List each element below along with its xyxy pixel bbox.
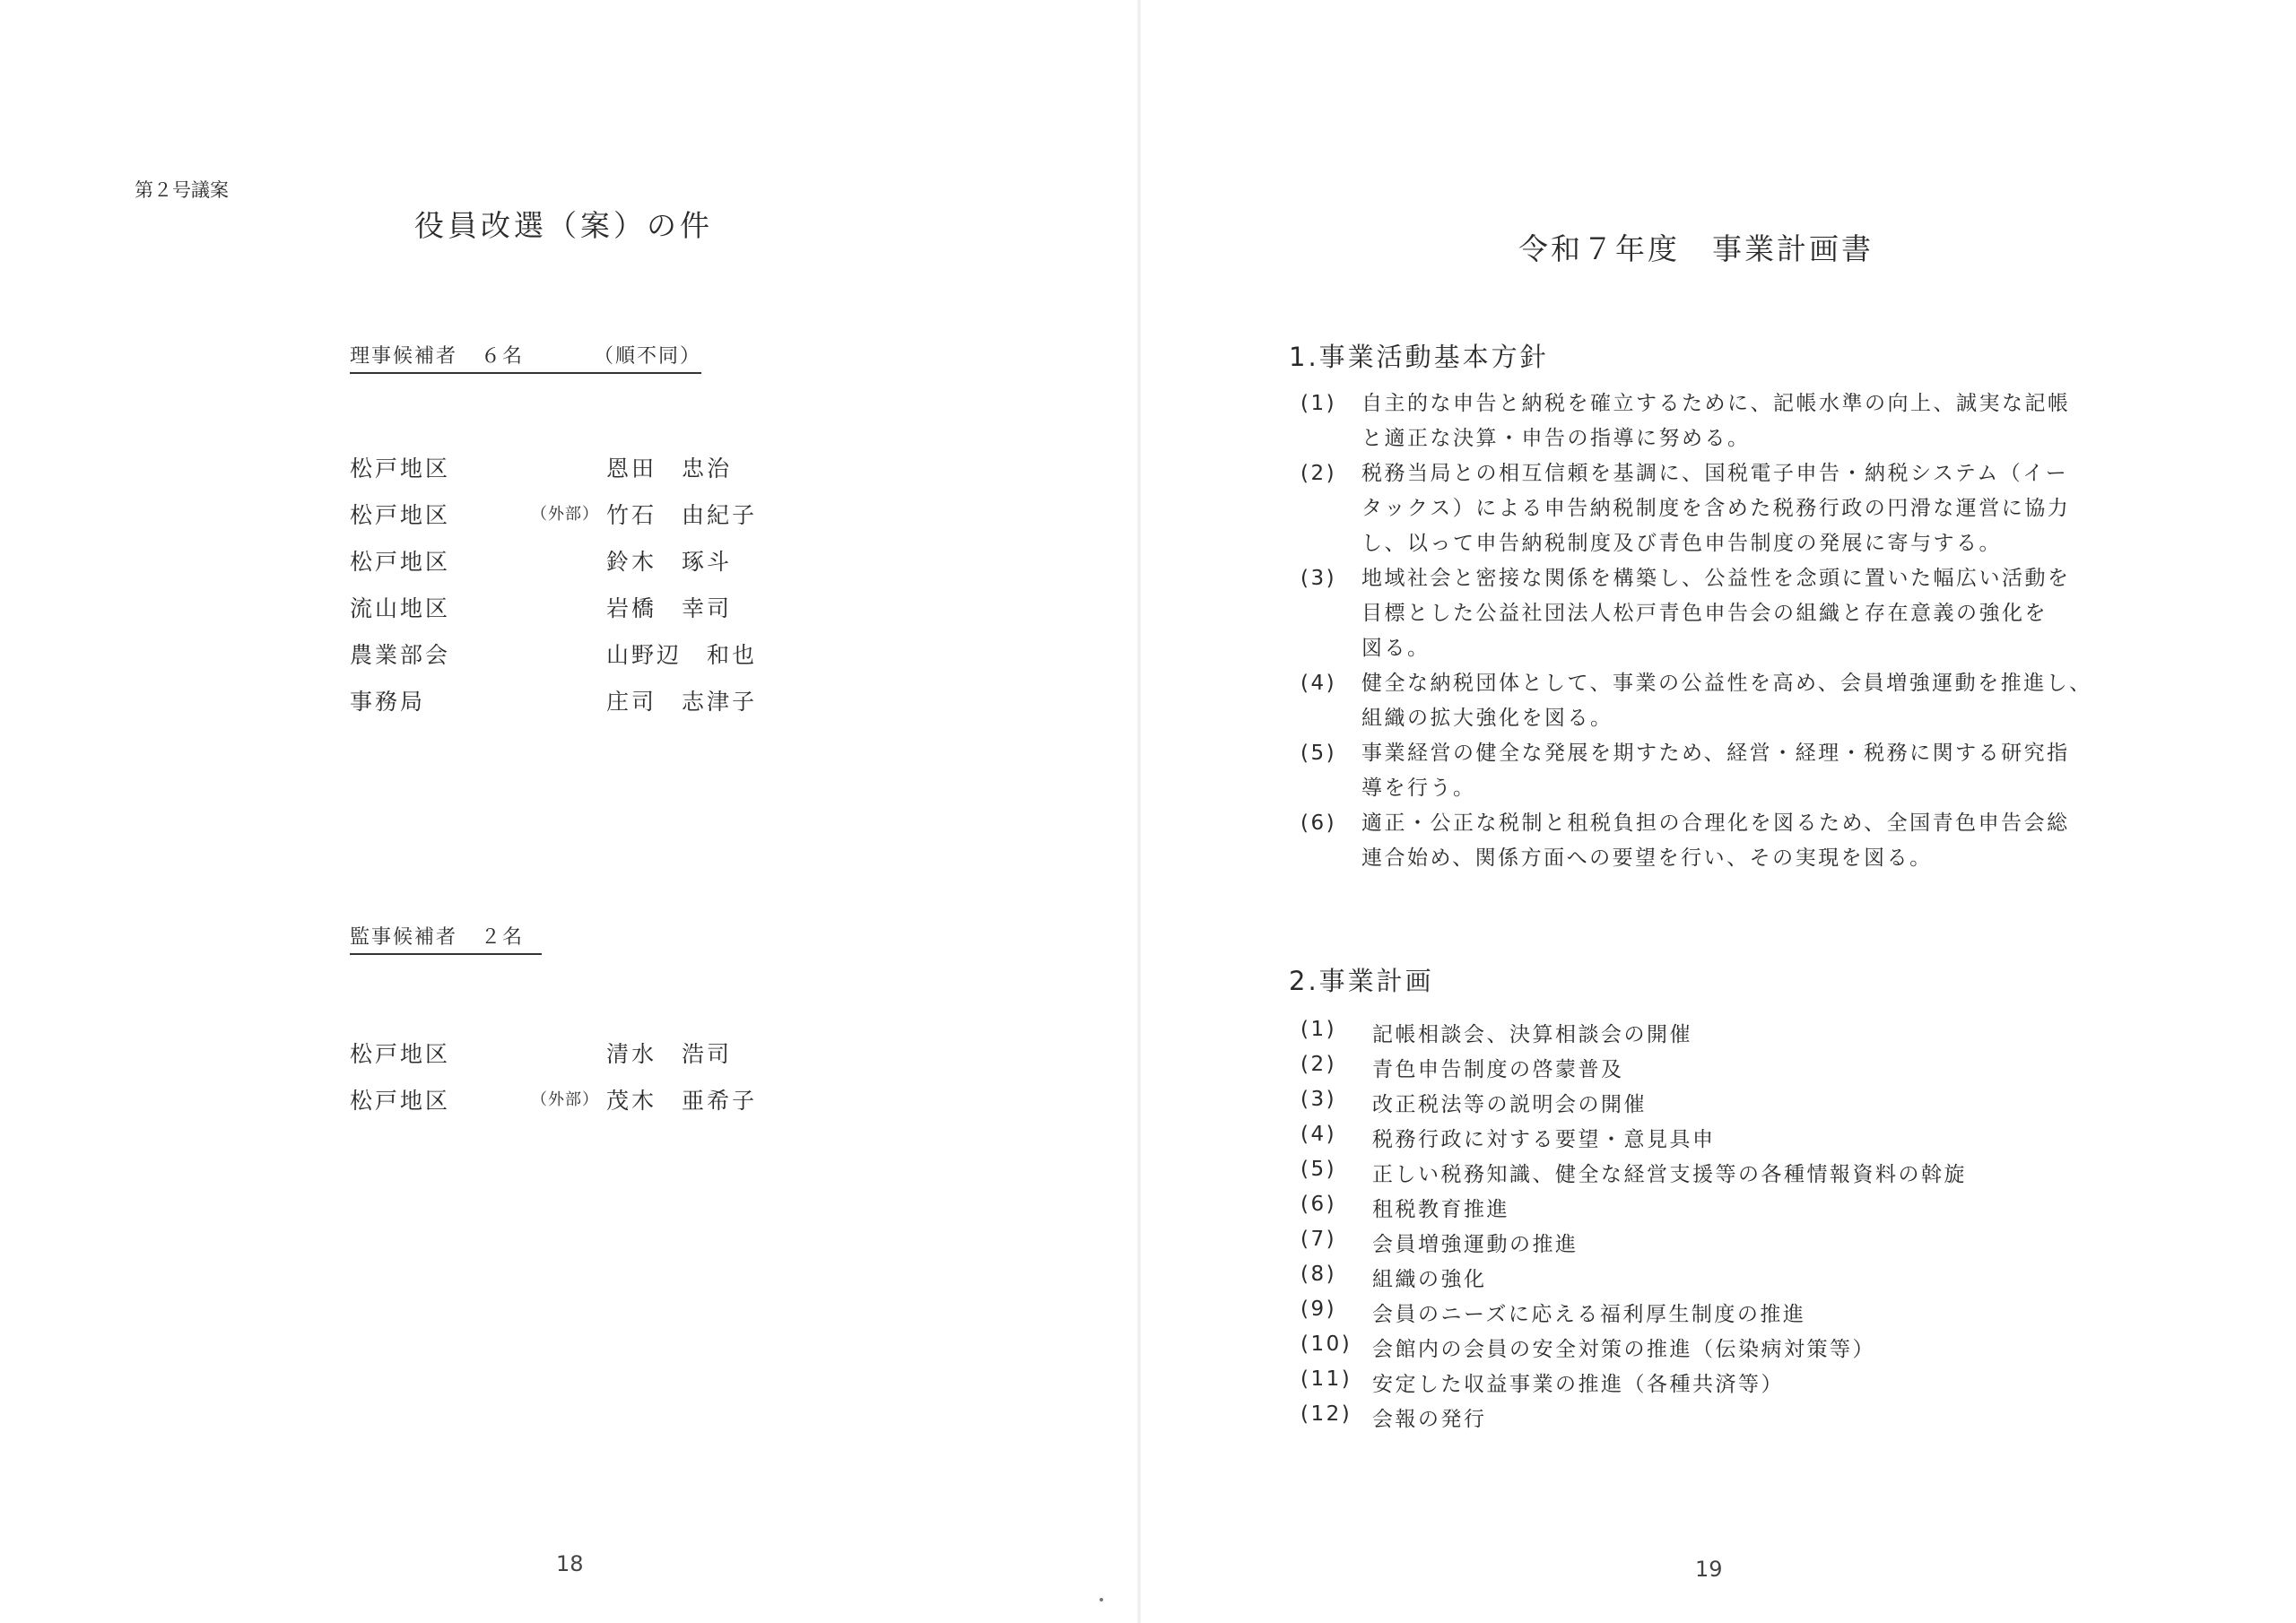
policy-heading: 1.事業活動基本方針 xyxy=(1289,342,1549,372)
nominee-district: 農業部会 xyxy=(350,642,451,668)
policy-item-number: (2) xyxy=(1300,462,1337,485)
plan-item-number: (9) xyxy=(1300,1298,1337,1321)
plan-item-text: 正しい税務知識、健全な経営支援等の各種情報資料の斡旋 xyxy=(1372,1163,1967,1186)
plan-item-text: 会員増強運動の推進 xyxy=(1372,1233,1578,1256)
nominee-row xyxy=(0,498,1139,544)
page-number-right: 19 xyxy=(1695,1557,1723,1582)
policy-item-line: 目標とした公益社団法人松戸青色申告会の組織と存在意義の強化を xyxy=(1361,602,2048,625)
nominee-district: 松戸地区 xyxy=(350,549,451,575)
policy-item-line: 健全な納税団体として、事業の公益性を高め、会員増強運動を推進し、 xyxy=(1361,672,2092,695)
book-gutter xyxy=(1137,0,1141,1623)
nominee-name: 岩橋 幸司 xyxy=(606,595,733,621)
nominee-name: 山野辺 和也 xyxy=(606,642,758,668)
scan-speck xyxy=(1100,1598,1103,1601)
plan-item-text: 税務行政に対する要望・意見具申 xyxy=(1372,1128,1716,1151)
policy-item-line: 導を行う。 xyxy=(1361,777,1476,800)
nominee-affiliation-note: （外部） xyxy=(531,1090,599,1109)
policy-item-line: 地域社会と密接な関係を構築し、公益性を念頭に置いた幅広い活動を xyxy=(1361,567,2071,590)
nominee-district: 松戸地区 xyxy=(350,502,451,528)
nominee-district: 流山地区 xyxy=(350,595,451,621)
policy-item-line: 事業経営の健全な発展を期すため、経営・経理・税務に関する研究指 xyxy=(1361,742,2070,765)
plan-item-number: (10) xyxy=(1300,1332,1352,1356)
policy-item-line: 図る。 xyxy=(1361,637,1431,660)
nominee-name: 庄司 志津子 xyxy=(606,689,758,715)
policy-item-line: 連合始め、関係方面への要望を行い、その実現を図る。 xyxy=(1361,846,1933,870)
nominee-row xyxy=(0,451,1139,498)
nominee-affiliation-note: （外部） xyxy=(531,505,599,524)
policy-item-line: 適正・公正な税制と租税負担の合理化を図るため、全国青色申告会総 xyxy=(1361,812,2070,835)
left-page-title: 役員改選（案）の件 xyxy=(414,208,713,243)
nominee-row xyxy=(0,544,1139,591)
nominee-row xyxy=(0,591,1139,638)
policy-item-number: (3) xyxy=(1300,567,1337,590)
nominee-district: 松戸地区 xyxy=(350,1088,451,1114)
director-heading-note: （順不同） xyxy=(594,345,702,368)
plan-item-number: (11) xyxy=(1300,1367,1352,1391)
nominee-name: 茂木 亜希子 xyxy=(606,1088,758,1114)
plan-item-text: 組織の強化 xyxy=(1372,1268,1487,1291)
plan-item-text: 記帳相談会、決算相談会の開催 xyxy=(1372,1023,1692,1046)
policy-item-number: (6) xyxy=(1300,812,1337,835)
director-candidates-heading xyxy=(350,341,701,374)
nominee-name: 竹石 由紀子 xyxy=(606,502,758,528)
proposal-number: 第２号議案 xyxy=(135,179,229,201)
auditor-candidates-heading xyxy=(350,922,542,955)
plan-item-text: 改正税法等の説明会の開催 xyxy=(1372,1093,1647,1116)
plan-item-number: (4) xyxy=(1300,1123,1337,1146)
nominee-district: 事務局 xyxy=(350,689,426,715)
plan-item-text: 青色申告制度の啓蒙普及 xyxy=(1372,1058,1624,1081)
plan-item-text: 会館内の会員の安全対策の推進（伝染病対策等） xyxy=(1372,1338,1875,1361)
policy-item-line: 自主的な申告と納税を確立するために、記帳水準の向上、誠実な記帳 xyxy=(1361,392,2071,415)
nominee-district: 松戸地区 xyxy=(350,456,451,482)
policy-item-line: と適正な決算・申告の指導に努める。 xyxy=(1361,427,1751,450)
nominee-row xyxy=(0,638,1139,684)
plan-item-number: (6) xyxy=(1300,1193,1337,1216)
policy-item-line: 組織の拡大強化を図る。 xyxy=(1361,707,1613,730)
plan-item-text: 会報の発行 xyxy=(1372,1408,1487,1431)
plan-item-number: (2) xyxy=(1300,1053,1337,1076)
page-number-left: 18 xyxy=(556,1551,584,1576)
plan-heading: 2.事業計画 xyxy=(1289,966,1434,996)
nominee-district: 松戸地区 xyxy=(350,1041,451,1067)
plan-item-number: (7) xyxy=(1300,1228,1337,1251)
auditor-heading-count: ２名 xyxy=(481,926,525,949)
plan-item-number: (1) xyxy=(1300,1018,1337,1041)
nominee-row xyxy=(0,1083,1139,1130)
plan-item-number: (5) xyxy=(1300,1158,1337,1181)
auditor-heading-label: 監事候補者 xyxy=(350,926,458,949)
policy-item-line: タックス）による申告納税制度を含めた税務行政の円滑な運営に協力 xyxy=(1361,497,2071,520)
plan-item-text: 租税教育推進 xyxy=(1372,1198,1509,1221)
nominee-name: 清水 浩司 xyxy=(606,1041,733,1067)
policy-item-number: (5) xyxy=(1300,742,1337,765)
policy-item-line: し、以って申告納税制度及び青色申告制度の発展に寄与する。 xyxy=(1361,532,2002,555)
nominee-row xyxy=(0,1037,1139,1083)
nominee-name: 鈴木 琢斗 xyxy=(606,549,733,575)
policy-item-line: 税務当局との相互信頼を基調に、国税電子申告・納税システム（イー xyxy=(1361,462,2069,485)
plan-item-number: (3) xyxy=(1300,1088,1337,1111)
plan-item-text: 安定した収益事業の推進（各種共済等） xyxy=(1372,1373,1784,1396)
plan-item-text: 会員のニーズに応える福利厚生制度の推進 xyxy=(1372,1303,1806,1326)
policy-item-number: (4) xyxy=(1300,672,1337,695)
director-heading-count: ６名 xyxy=(481,345,525,368)
right-page-title: 令和７年度 事業計画書 xyxy=(1518,231,1874,266)
plan-item-number: (12) xyxy=(1300,1402,1352,1426)
nominee-row xyxy=(0,684,1139,731)
plan-item-number: (8) xyxy=(1300,1263,1337,1286)
policy-item-number: (1) xyxy=(1300,392,1337,415)
director-heading-label: 理事候補者 xyxy=(350,345,458,368)
nominee-name: 恩田 忠治 xyxy=(606,456,733,482)
